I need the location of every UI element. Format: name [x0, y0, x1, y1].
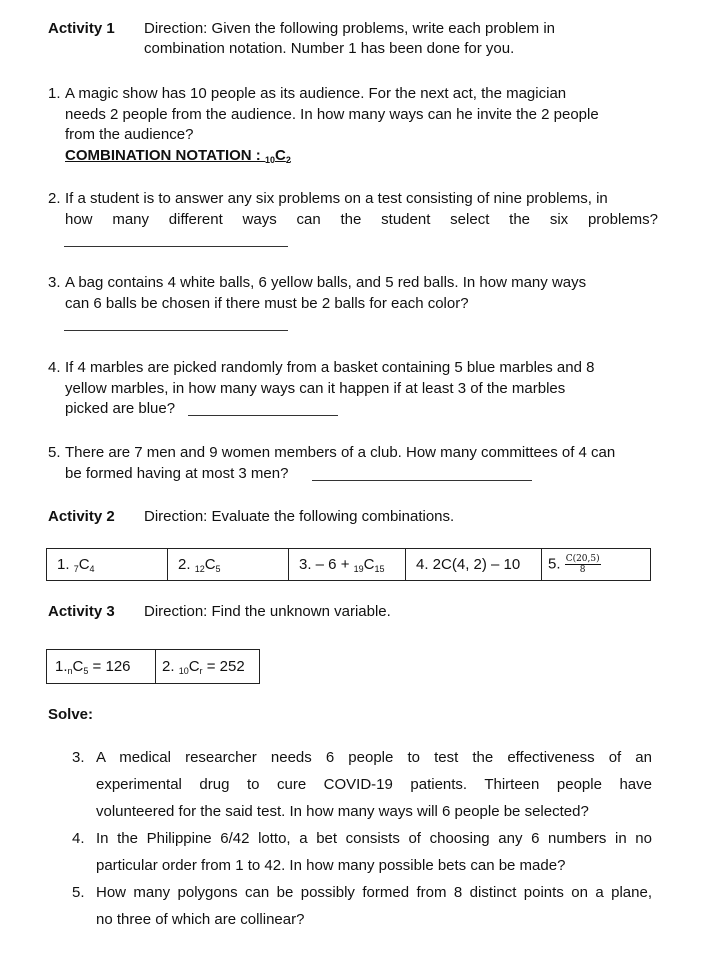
- fraction: $\frac{C(20,5)}{8}$: [565, 554, 600, 575]
- problem-line: can 6 balls be chosen if there must be 2 balls for each color?: [65, 294, 469, 312]
- problem-1: [48, 84, 658, 170]
- answer-blank-2[interactable]: [64, 246, 288, 247]
- notation-label: COMBINATION NOTATION :: [65, 146, 265, 164]
- notation-value: $_{10}C_2$: [264, 146, 291, 165]
- answer-blank-5[interactable]: [312, 480, 532, 481]
- activity1-direction-line2: combination notation. Number 1 has been done for you.: [144, 40, 515, 57]
- solve-item: 3. A medical researcher needs 6 people to test the effectiveness of an experimental drug to cure COVID-19 patients. Thirteen people have volunteered for the said test. In how many ways will 6 people be selected?: [72, 749, 652, 820]
- problem-3: [48, 273, 658, 314]
- problem-number: 3.: [48, 274, 61, 291]
- problem-line: A magic show has 10 people as its audience. For the next act, the magician: [65, 85, 567, 102]
- problem-line: how many different ways can the student select the six problems?: [65, 210, 658, 228]
- problem-line: A bag contains 4 white balls, 6 yellow balls, and 5 red balls. In how many ways: [65, 274, 587, 291]
- problem-line: If a student is to answer any six problems on a test consisting of nine problems, in: [65, 190, 608, 207]
- activity2-direction: Direction: Evaluate the following combinations.: [144, 508, 455, 525]
- activity3-table: [46, 649, 260, 684]
- problem-5: [48, 443, 658, 484]
- activity2-table: [46, 548, 651, 581]
- problem-line: If 4 marbles are picked randomly from a basket containing 5 blue marbles and 8: [65, 359, 595, 376]
- problem-number: 2.: [48, 190, 61, 207]
- problem-line: from the audience?: [65, 126, 194, 143]
- problem-line: needs 2 people from the audience. In how many ways can he invite the 2 people: [65, 105, 599, 123]
- activity2-label: Activity 2: [48, 508, 115, 525]
- activity2-cell-2: 2. $_{12}C_5$: [168, 549, 289, 581]
- activity3-direction: Direction: Find the unknown variable.: [144, 603, 391, 620]
- problem-line: be formed having at most 3 men?: [65, 464, 289, 482]
- activity2-cell-1: 1. $_7C_4$: [47, 549, 168, 581]
- activity2-cell-4: 4. 2C(4, 2) – 10: [406, 549, 542, 581]
- problem-number: 4.: [48, 359, 61, 376]
- problem-number: 1.: [48, 85, 61, 102]
- problem-number: 5.: [48, 444, 61, 461]
- solve-item: 5. How many polygons can be possibly formed from 8 distinct points on a plane, no three of which are collinear?: [72, 884, 652, 928]
- activity1-label: Activity 1: [48, 20, 115, 37]
- activity3-cell-2: 2. $_{10}C_r = 252$: [156, 650, 260, 684]
- answer-blank-3[interactable]: [64, 330, 288, 331]
- activity3-cell-1: $1._nC_5 = 126$: [47, 650, 156, 684]
- problem-line: picked are blue?: [65, 400, 176, 417]
- problem-4: [48, 358, 658, 420]
- solve-item: 4. In the Philippine 6/42 lotto, a bet consists of choosing any 6 numbers in no particular order from 1 to 42. In how many possible bets can be made?: [72, 830, 652, 874]
- activity1-direction-line1: Direction: Given the following problems, write each problem in: [144, 20, 556, 37]
- problem-line: There are 7 men and 9 women members of a club. How many committees of 4 can: [65, 444, 616, 461]
- problem-2: [48, 189, 658, 230]
- activity2-cell-5: 5. $\frac{C(20,5)}{8}$: [542, 549, 651, 581]
- solve-label: Solve:: [48, 706, 94, 723]
- solve-list: [72, 744, 652, 933]
- answer-blank-4[interactable]: [188, 415, 338, 416]
- combination-notation: [65, 146, 658, 171]
- activity3-label: Activity 3: [48, 603, 115, 620]
- activity2-cell-3: 3. – $6 + _{19}C_{15}$: [289, 549, 406, 581]
- problem-line: yellow marbles, in how many ways can it happen if at least 3 of the marbles: [65, 379, 566, 397]
